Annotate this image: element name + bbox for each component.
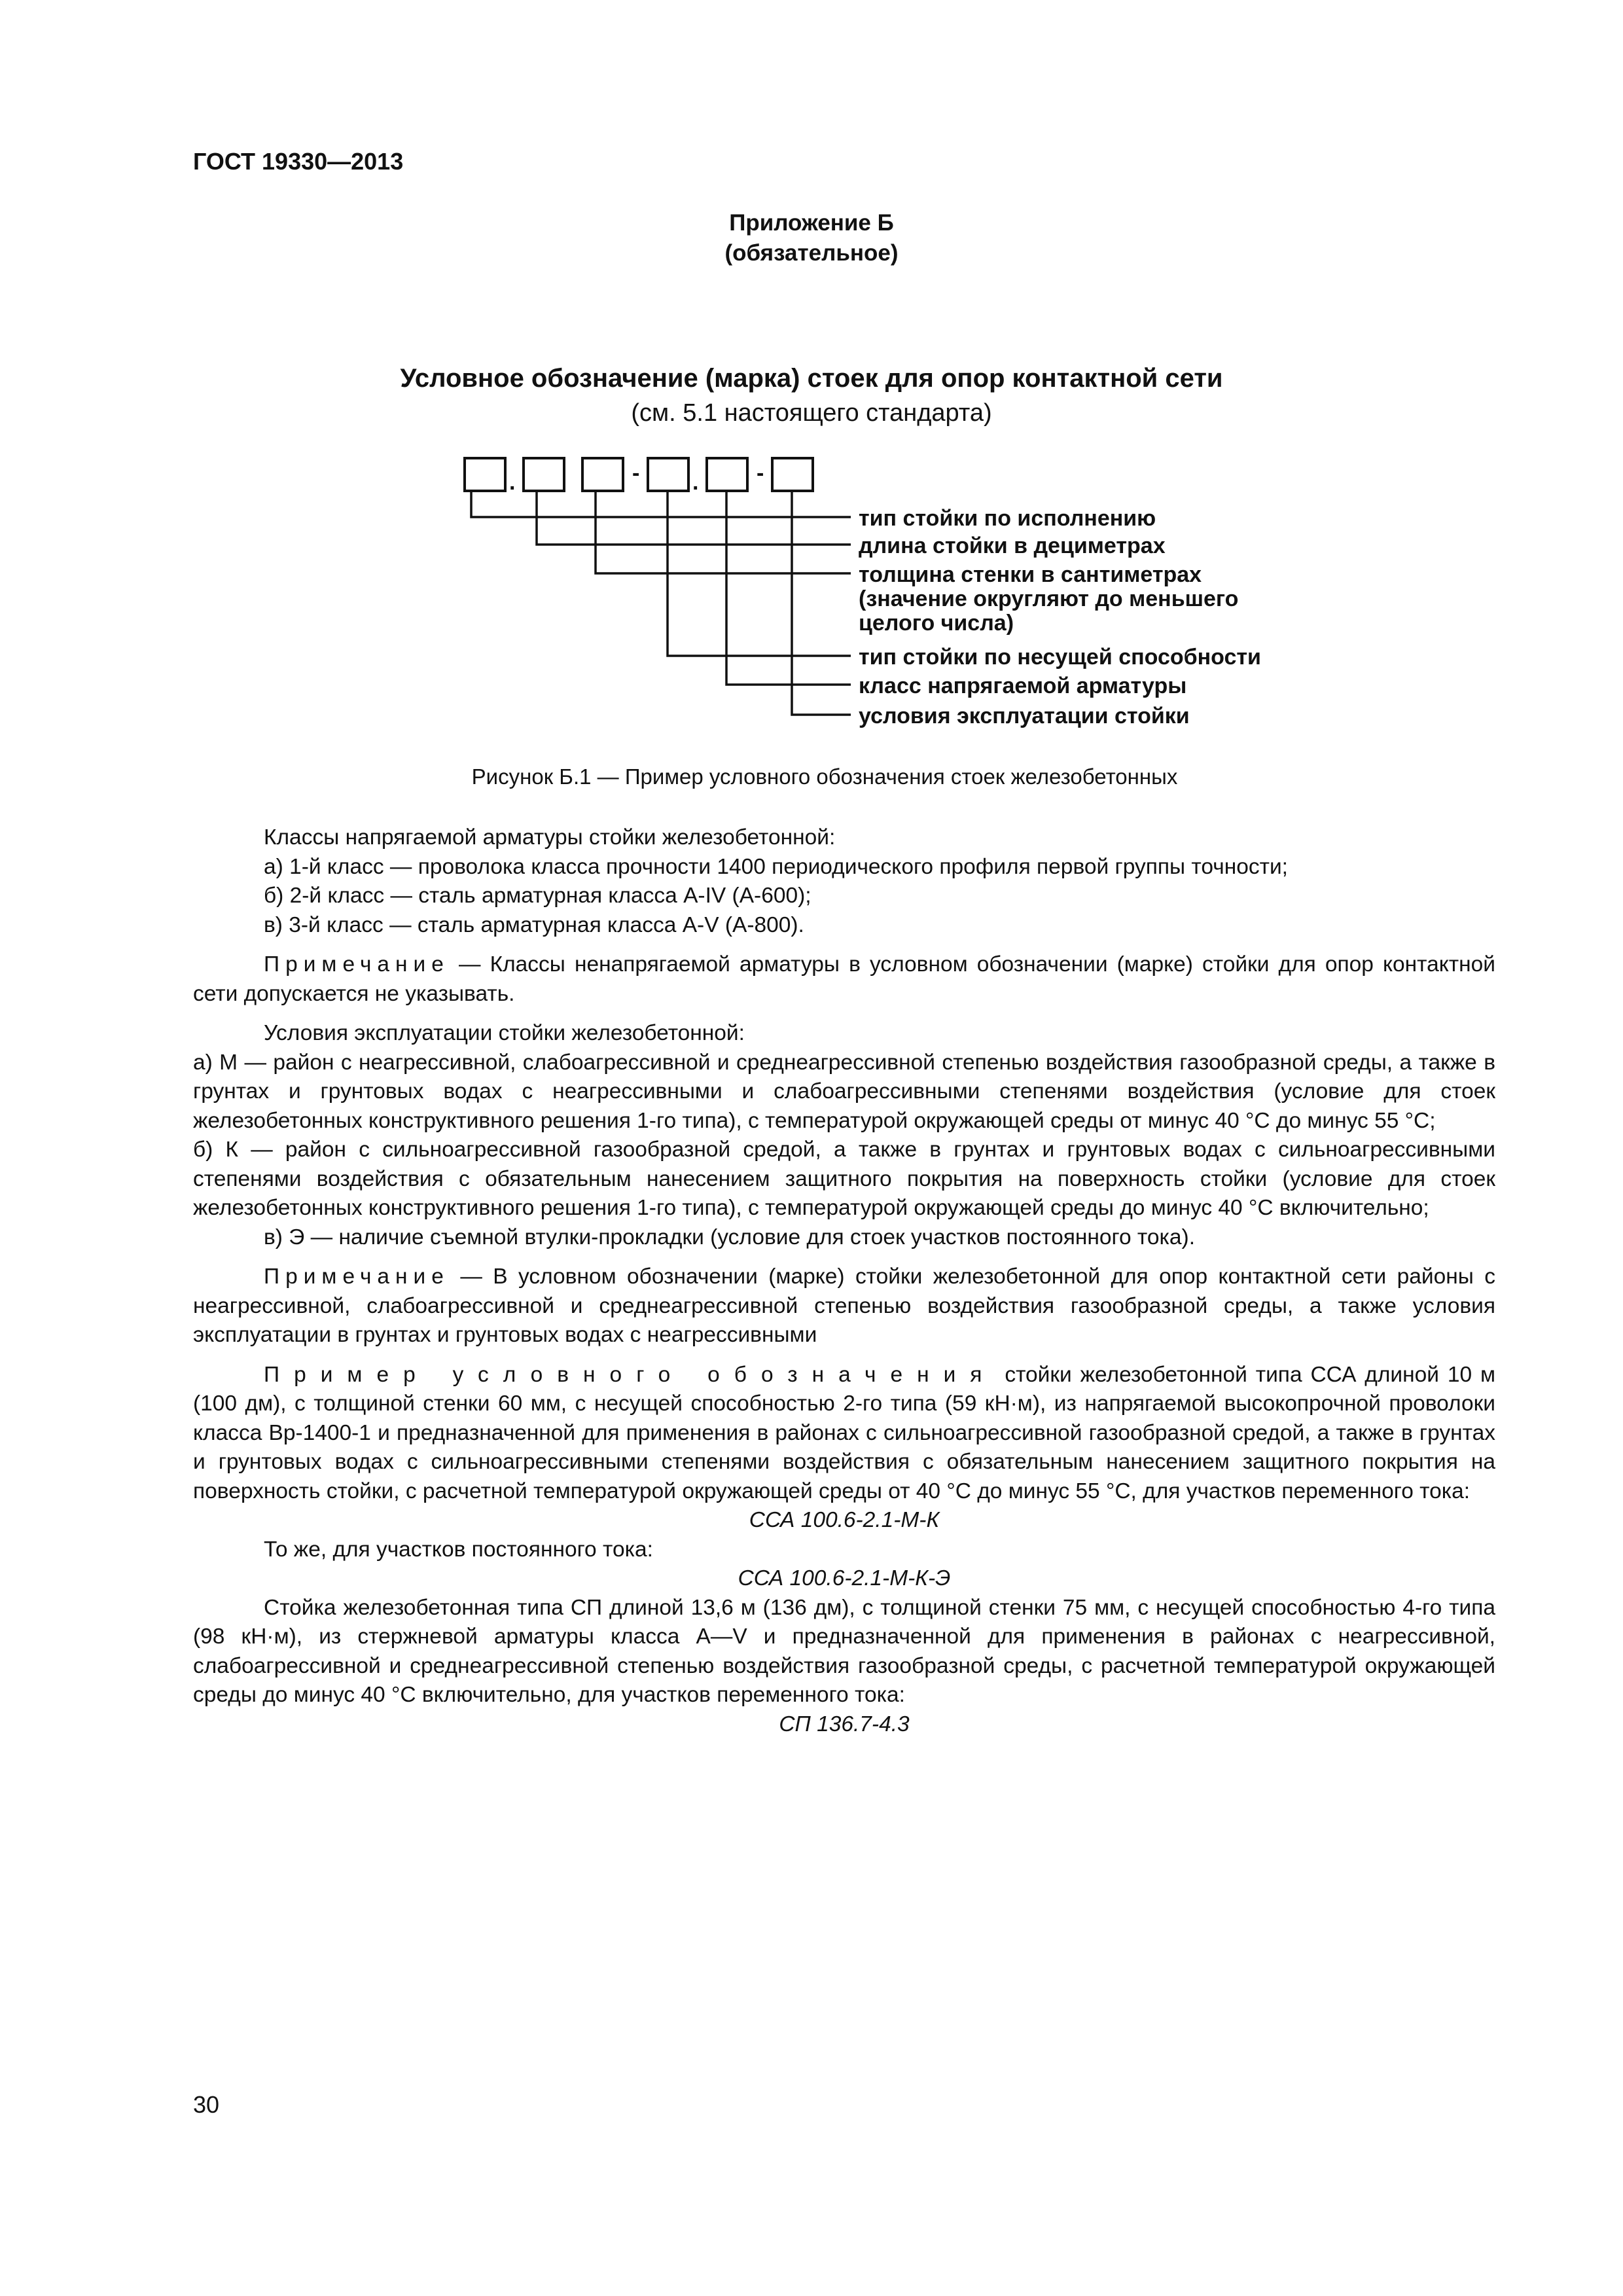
appendix-status: (обязательное) [724, 240, 899, 266]
separator-2: - [632, 461, 640, 486]
class-item-1: а) 1-й класс — проволока класса прочности 1400 периодического профиля первой группы точности; [264, 854, 1288, 879]
appendix-name: Приложение Б [729, 210, 894, 236]
appendix-heading [0, 208, 1623, 268]
diagram-label-6: тип стойки по несущей способности [859, 645, 1261, 670]
example-label: Пример условного обозначения [264, 1362, 997, 1387]
note-1-text: — Классы ненапрягаемой арматуры в условном обозначении (марке) стойки для опор контактной сети допускается не указывать. [193, 952, 1495, 1006]
note-2-text: — В условном обозначении (марке) стойки железобетонной для опор контактной сети районы с неагрессивной, слабоагрессивной и среднеагрессивной степенью воздействия газообразной среды, а также условия эксплуатации в грунтах и грунтовых водах с неагрессивными [193, 1265, 1495, 1347]
leader-line-1 [471, 491, 851, 517]
designation-box-1 [465, 458, 505, 491]
designation-box-5 [707, 458, 747, 491]
diagram-label-7: класс напрягаемой арматуры [859, 673, 1187, 698]
class-item-2: б) 2-й класс — сталь арматурная класса A-IV (А-600); [264, 884, 812, 908]
figure-caption: Рисунок Б.1 — Пример условного обозначения стоек железобетонных [471, 764, 1178, 789]
leader-line-6 [792, 491, 851, 715]
page-number: 30 [193, 2091, 220, 2118]
page-title: Условное обозначение (марка) стоек для опор контактной сети [400, 364, 1223, 393]
designation-box-6 [772, 458, 813, 491]
classes-intro: Классы напрягаемой арматуры стойки железобетонной: [264, 825, 836, 850]
example-text: стойки железобетонной типа ССА длиной 10 м (100 дм), с толщиной стенки 60 мм, с несущей способностью 2-го типа (59 кН·м), из напрягаемой высокопрочной проволоки класса Вр-1400-1 и предназначенной для применения в районах с сильноагрессивной газообразной средой, а также в грунтах и грунтовых водах с сильноагрессивными степенями воздействия с обязательным нанесением защитного покрытия на поверхность стойки, с расчетной температурой окружающей среды от 40 °С до минус 55 °С, для участков переменного тока: [193, 1362, 1495, 1503]
note-1 [193, 950, 1495, 1009]
condition-item-3: в) Э — наличие съемной втулки-прокладки (условие для стоек участков постоянного тока). [264, 1225, 1196, 1249]
leader-line-3 [596, 491, 851, 573]
note-1-label: Примечание [264, 952, 450, 977]
separator-1: . [509, 470, 516, 495]
note-2-label: Примечание [264, 1265, 450, 1289]
diagram-label-4: (значение округляют до меньшего [859, 586, 1239, 611]
example-paragraph [193, 1361, 1495, 1507]
separator-3: . [692, 470, 699, 495]
condition-item-1: а) М — район с неагрессивной, слабоагрессивной и среднеагрессивной степенью воздействия газообразной среды, а также в грунтах и грунтовых водах с неагрессивными и слабоагрессивными степенями воздействия (условие для стоек железобетонных конструктивного решения 1-го типа), с температурой окружающей среды от минус 40 °С до минус 55 °С; [193, 1050, 1495, 1133]
designation-box-2 [524, 458, 564, 491]
example-2-text: Стойка железобетонная типа СП длиной 13,6 м (136 дм), с толщиной стенки 75 мм, с несущей способностью 4-го типа (98 кН·м), из стержневой арматуры класса А—V и предназначенной для применения в районах с неагрессивной, слабоагрессивной и среднеагрессивной степенью воздействия газообразной среды, с расчетной температурой окружающей среды до минус 40 °С включительно, для участков переменного тока: [193, 1595, 1495, 1707]
same-for-dc: То же, для участков постоянного тока: [264, 1537, 653, 1562]
condition-item-2: б) К — район с сильноагрессивной газообразной средой, а также в грунтах и грунтовых водах с сильноагрессивными степенями воздействия с обязательным нанесением защитного покрытия на поверхность стойки (условие для стоек железобетонных конструктивного решения 1-го типа), с температурой окружающей среды до минус 40 °С включительно; [193, 1138, 1495, 1220]
designation-box-3 [582, 458, 623, 491]
separator-4: - [757, 461, 764, 486]
diagram-label-5: целого числа) [859, 611, 1014, 636]
class-item-3: в) 3-й класс — сталь арматурная класса A-V (А-800). [264, 912, 804, 937]
diagram-label-1: тип стойки по исполнению [859, 506, 1156, 531]
page-subtitle: (см. 5.1 настоящего стандарта) [631, 399, 992, 427]
document-code: ГОСТ 19330—2013 [193, 148, 404, 175]
diagram-label-3: толщина стенки в сантиметрах [859, 562, 1202, 587]
note-2 [193, 1263, 1495, 1350]
formula-3: СП 136.7-4.3 [779, 1712, 910, 1736]
conditions-intro: Условия эксплуатации стойки железобетонной: [264, 1021, 745, 1045]
formula-1: ССА 100.6-2.1-М-К [749, 1508, 940, 1532]
formula-2: ССА 100.6-2.1-М-К-Э [738, 1566, 951, 1590]
body-text [193, 823, 1495, 1739]
diagram-label-2: длина стойки в дециметрах [859, 533, 1166, 558]
designation-diagram [458, 452, 1283, 733]
designation-box-4 [648, 458, 688, 491]
diagram-label-8: условия эксплуатации стойки [859, 704, 1190, 728]
